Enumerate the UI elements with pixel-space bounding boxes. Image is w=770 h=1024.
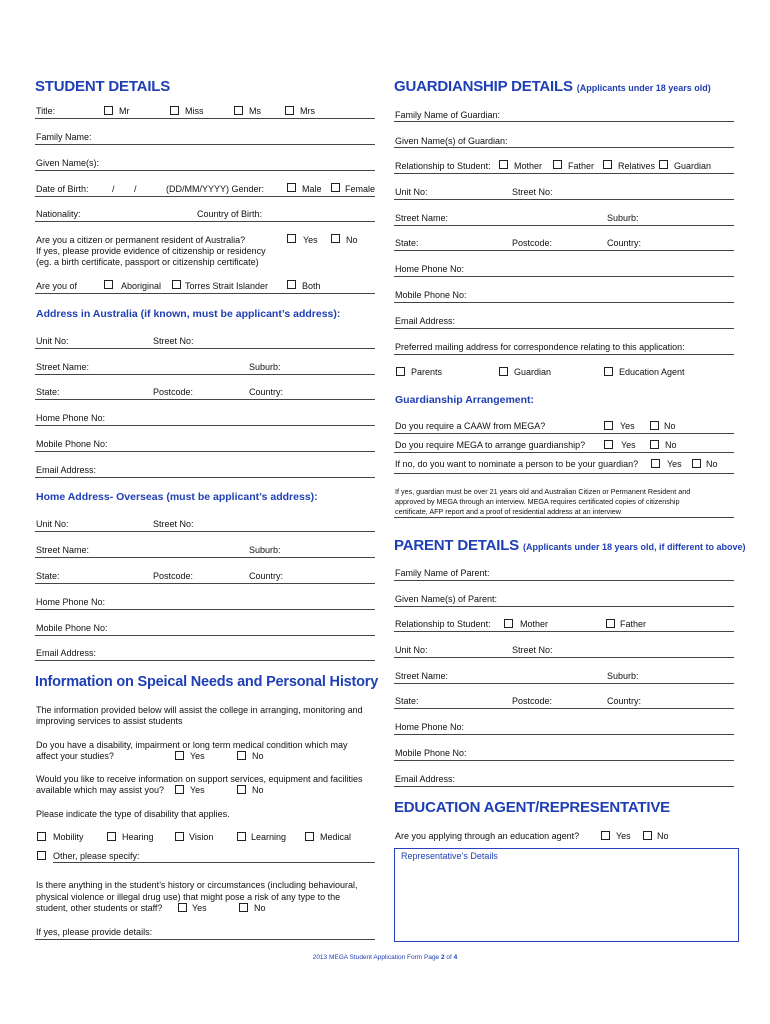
guardian-postcode-label: Postcode: xyxy=(512,238,553,248)
agent-yes-checkbox[interactable] xyxy=(601,831,610,840)
mailing-parents-checkbox[interactable] xyxy=(396,367,405,376)
title-mrs-checkbox[interactable] xyxy=(285,106,294,115)
parent-home-phone-label: Home Phone No: xyxy=(395,722,465,732)
parent-street-no-label: Street No: xyxy=(512,645,553,655)
guardian-unit-label: Unit No: xyxy=(395,187,428,197)
guardian-note-underline xyxy=(394,517,734,518)
os-state-field[interactable] xyxy=(35,583,375,584)
disability-no-label: No xyxy=(252,751,264,761)
history-yes-label: Yes xyxy=(192,903,207,913)
parent-family-name-field[interactable] xyxy=(394,580,734,581)
parent-heading-note: (Applicants under 18 years old, if different to above) xyxy=(522,542,746,552)
parent-street-field[interactable] xyxy=(394,683,734,684)
gender-male-label: Male xyxy=(302,184,322,194)
guardian-relationship-underline xyxy=(394,173,734,174)
os-home-phone-field[interactable] xyxy=(35,609,375,610)
agent-yes-label: Yes xyxy=(616,831,631,841)
mailing-agent-checkbox[interactable] xyxy=(604,367,613,376)
footer-text: 2013 MEGA Student Application Form Page xyxy=(312,954,440,961)
guardian-email-label: Email Address: xyxy=(395,316,456,326)
guardian-rel-father-label: Father xyxy=(568,161,595,171)
caaw-underline xyxy=(394,433,734,434)
origin-tsi-checkbox[interactable] xyxy=(172,280,181,289)
parent-family-name-label: Family Name of Parent: xyxy=(395,568,490,578)
citizen-yes-checkbox[interactable] xyxy=(287,234,296,243)
representative-details-box[interactable] xyxy=(394,848,739,942)
arrange-no-label: No xyxy=(665,440,677,450)
parent-mobile-label: Mobile Phone No: xyxy=(395,748,467,758)
citizen-note-2: (eg. a birth certificate, passport or citizenship certificate) xyxy=(36,257,259,267)
guardian-note-3: certificate, AFP report and a proof of residential address at an interview xyxy=(395,507,621,516)
os-home-phone-label: Home Phone No: xyxy=(36,597,106,607)
guardianship-heading xyxy=(394,78,711,95)
origin-both-checkbox[interactable] xyxy=(287,280,296,289)
type-other-checkbox[interactable] xyxy=(37,851,46,860)
history-no-checkbox[interactable] xyxy=(239,903,248,912)
au-home-phone-label: Home Phone No: xyxy=(36,413,106,423)
guardian-email-field[interactable] xyxy=(394,328,734,329)
disability-no-checkbox[interactable] xyxy=(237,751,246,760)
au-unit-field[interactable] xyxy=(35,348,375,349)
type-medical-checkbox[interactable] xyxy=(305,832,314,841)
country-of-birth-label: Country of Birth: xyxy=(197,209,263,219)
guardian-state-field[interactable] xyxy=(394,250,734,251)
parent-rel-mother-label: Mother xyxy=(520,619,549,629)
address-os-heading: Home Address- Overseas (must be applicant’s address): xyxy=(36,491,318,503)
title-mr-checkbox[interactable] xyxy=(104,106,113,115)
history-yes-checkbox[interactable] xyxy=(178,903,187,912)
support-yes-checkbox[interactable] xyxy=(175,785,184,794)
type-hearing-checkbox[interactable] xyxy=(107,832,116,841)
guardian-given-names-field[interactable] xyxy=(394,147,734,148)
type-other-label: Other, please specify: xyxy=(53,851,140,861)
parent-given-names-field[interactable] xyxy=(394,606,734,607)
gender-male-checkbox[interactable] xyxy=(287,183,296,192)
caaw-yes-checkbox[interactable] xyxy=(604,421,613,430)
mailing-agent-label: Education Agent xyxy=(619,367,685,377)
address-au-heading: Address in Australia (if known, must be applicant’s address): xyxy=(36,308,341,320)
type-hearing-label: Hearing xyxy=(122,832,154,842)
disability-type-question: Please indicate the type of disability that applies. xyxy=(36,809,230,819)
parent-unit-field[interactable] xyxy=(394,657,734,658)
guardianship-heading-text: GUARDIANSHIP DETAILS xyxy=(394,78,573,95)
nationality-field[interactable] xyxy=(35,221,375,222)
os-street-no-label: Street No: xyxy=(153,519,194,529)
arrange-guardianship-question: Do you require MEGA to arrange guardianship? xyxy=(395,440,586,450)
student-details-heading: STUDENT DETAILS xyxy=(35,78,171,95)
type-mobility-label: Mobility xyxy=(53,832,84,842)
title-ms-checkbox[interactable] xyxy=(234,106,243,115)
caaw-no-checkbox[interactable] xyxy=(650,421,659,430)
guardian-rel-guardian-checkbox[interactable] xyxy=(659,160,668,169)
gender-female-label: Female xyxy=(345,184,376,194)
guardian-suburb-label: Suburb: xyxy=(607,213,639,223)
guardian-street-field[interactable] xyxy=(394,225,734,226)
caaw-yes-label: Yes xyxy=(620,421,635,431)
parent-state-field[interactable] xyxy=(394,708,734,709)
guardian-rel-relatives-checkbox[interactable] xyxy=(603,160,612,169)
page-footer xyxy=(0,954,770,961)
parent-home-phone-field[interactable] xyxy=(394,734,734,735)
guardian-unit-field[interactable] xyxy=(394,199,734,200)
os-state-label: State: xyxy=(36,571,60,581)
caaw-no-label: No xyxy=(664,421,676,431)
au-street-field[interactable] xyxy=(35,374,375,375)
parent-mobile-field[interactable] xyxy=(394,760,734,761)
nominate-no-label: No xyxy=(706,459,718,469)
guardian-note-2: approved by MEGA through an interview. MEGA requires certificated copies of citizenship xyxy=(395,497,680,506)
disability-yes-label: Yes xyxy=(190,751,205,761)
au-suburb-label: Suburb: xyxy=(249,362,281,372)
type-vision-label: Vision xyxy=(189,832,214,842)
au-mobile-label: Mobile Phone No: xyxy=(36,439,108,449)
guardian-given-names-label: Given Name(s) of Guardian: xyxy=(395,136,508,146)
education-agent-heading: EDUCATION AGENT/REPRESENTATIVE xyxy=(394,799,670,816)
citizen-no-checkbox[interactable] xyxy=(331,234,340,243)
os-country-label: Country: xyxy=(249,571,284,581)
parent-rel-father-checkbox[interactable] xyxy=(606,619,615,628)
guardianship-heading-note: (Applicants under 18 years old) xyxy=(576,83,711,93)
type-vision-checkbox[interactable] xyxy=(175,832,184,841)
dob-label: Date of Birth: xyxy=(36,184,89,194)
history-no-label: No xyxy=(254,903,266,913)
history-question: Is there anything in the student’s history or circumstances (including behavioural, xyxy=(36,880,358,890)
mailing-preference-label: Preferred mailing address for correspondence relating to this application: xyxy=(395,342,685,352)
support-no-checkbox[interactable] xyxy=(237,785,246,794)
nominate-underline xyxy=(394,473,734,474)
dob-separator: / xyxy=(112,184,115,194)
footer-page-number: 2 xyxy=(440,954,445,961)
os-mobile-field[interactable] xyxy=(35,635,375,636)
given-names-field[interactable] xyxy=(35,170,375,171)
nominate-yes-label: Yes xyxy=(667,459,682,469)
guardian-rel-relatives-label: Relatives xyxy=(618,161,656,171)
os-street-field[interactable] xyxy=(35,557,375,558)
title-mr-label: Mr xyxy=(119,106,130,116)
au-unit-label: Unit No: xyxy=(36,336,69,346)
au-postcode-label: Postcode: xyxy=(153,387,194,397)
history-question-2: physical violence or illegal drug use) that might pose a risk of any type to the xyxy=(36,892,341,902)
parent-unit-label: Unit No: xyxy=(395,645,428,655)
type-other-field[interactable] xyxy=(53,862,375,863)
guardian-home-phone-label: Home Phone No: xyxy=(395,264,465,274)
mailing-parents-label: Parents xyxy=(411,367,443,377)
origin-aboriginal-checkbox[interactable] xyxy=(104,280,113,289)
mailing-preference-underline xyxy=(394,354,734,355)
type-medical-label: Medical xyxy=(320,832,352,842)
arrange-underline xyxy=(394,452,734,453)
guardian-street-no-label: Street No: xyxy=(512,187,553,197)
special-needs-heading: Information on Speical Needs and Personal History xyxy=(35,674,379,690)
parent-postcode-label: Postcode: xyxy=(512,696,553,706)
guardian-state-label: State: xyxy=(395,238,419,248)
given-names-label: Given Name(s): xyxy=(36,158,100,168)
parent-relationship-label: Relationship to Student: xyxy=(395,619,491,629)
parent-heading-text: PARENT DETAILS xyxy=(394,537,519,554)
type-learning-label: Learning xyxy=(251,832,287,842)
au-state-label: State: xyxy=(36,387,60,397)
mailing-guardian-checkbox[interactable] xyxy=(499,367,508,376)
os-email-field[interactable] xyxy=(35,660,375,661)
au-street-no-label: Street No: xyxy=(153,336,194,346)
title-miss-label: Miss xyxy=(185,106,204,116)
guardian-note: If yes, guardian must be over 21 years old and Australian Citizen or Permanent Resident and xyxy=(395,487,691,496)
au-street-name-label: Street Name: xyxy=(36,362,90,372)
guardian-family-name-label: Family Name of Guardian: xyxy=(395,110,501,120)
au-email-field[interactable] xyxy=(35,477,375,478)
parent-details-heading xyxy=(394,537,746,554)
agent-no-label: No xyxy=(657,831,669,841)
origin-both-label: Both xyxy=(302,281,321,291)
agent-question: Are you applying through an education agent? xyxy=(395,831,580,841)
guardian-family-name-field[interactable] xyxy=(394,121,734,122)
guardian-rel-father-checkbox[interactable] xyxy=(553,160,562,169)
citizen-no-label: No xyxy=(346,235,358,245)
os-suburb-label: Suburb: xyxy=(249,545,281,555)
family-name-field[interactable] xyxy=(35,144,375,145)
guardian-rel-mother-label: Mother xyxy=(514,161,543,171)
support-no-label: No xyxy=(252,785,264,795)
au-email-label: Email Address: xyxy=(36,465,97,475)
title-mrs-label: Mrs xyxy=(300,106,315,116)
nominate-question: If no, do you want to nominate a person to be your guardian? xyxy=(395,459,639,469)
guardian-street-name-label: Street Name: xyxy=(395,213,449,223)
disability-question: Do you have a disability, impairment or long term medical condition which may xyxy=(36,740,348,750)
special-intro: The information provided below will assist the college in arranging, monitoring and xyxy=(36,705,363,715)
dob-field[interactable] xyxy=(35,196,375,197)
type-learning-checkbox[interactable] xyxy=(237,832,246,841)
guardian-home-phone-field[interactable] xyxy=(394,276,734,277)
title-underline xyxy=(35,118,375,119)
guardian-mobile-label: Mobile Phone No: xyxy=(395,290,467,300)
title-ms-label: Ms xyxy=(249,106,261,116)
support-question: Would you like to receive information on support services, equipment and facilities xyxy=(36,774,363,784)
parent-suburb-label: Suburb: xyxy=(607,671,639,681)
history-details-label: If yes, please provide details: xyxy=(36,927,153,937)
history-details-field[interactable] xyxy=(35,939,375,940)
agent-no-checkbox[interactable] xyxy=(643,831,652,840)
parent-email-field[interactable] xyxy=(394,786,734,787)
parent-given-names-label: Given Name(s) of Parent: xyxy=(395,594,498,604)
citizen-note: If yes, please provide evidence of citizenship or residency xyxy=(36,246,266,256)
guardian-mobile-field[interactable] xyxy=(394,302,734,303)
guardianship-arrangement-heading: Guardianship Arrangement: xyxy=(395,394,535,406)
guardian-rel-guardian-label: Guardian xyxy=(674,161,712,171)
parent-state-label: State: xyxy=(395,696,419,706)
citizen-question: Are you a citizen or permanent resident of Australia? xyxy=(36,235,246,245)
arrange-yes-label: Yes xyxy=(621,440,636,450)
support-question-2: available which may assist you? xyxy=(36,785,165,795)
origin-tsi-label: Torres Strait Islander xyxy=(185,281,269,291)
title-label: Title: xyxy=(36,106,56,116)
origin-label: Are you of xyxy=(36,281,78,291)
guardian-country-label: Country: xyxy=(607,238,642,248)
citizen-yes-label: Yes xyxy=(303,235,318,245)
dob-format-gender-label: (DD/MM/YYYY) Gender: xyxy=(166,184,265,194)
disability-yes-checkbox[interactable] xyxy=(175,751,184,760)
footer-of: of xyxy=(446,954,452,961)
os-postcode-label: Postcode: xyxy=(153,571,194,581)
arrange-yes-checkbox[interactable] xyxy=(604,440,613,449)
type-mobility-checkbox[interactable] xyxy=(37,832,46,841)
representative-details-label: Representative’s Details xyxy=(401,851,498,861)
parent-rel-father-label: Father xyxy=(620,619,647,629)
arrange-no-checkbox[interactable] xyxy=(650,440,659,449)
parent-rel-mother-checkbox[interactable] xyxy=(504,619,513,628)
parent-street-name-label: Street Name: xyxy=(395,671,449,681)
title-miss-checkbox[interactable] xyxy=(170,106,179,115)
disability-question-2: affect your studies? xyxy=(36,751,114,761)
os-mobile-label: Mobile Phone No: xyxy=(36,623,108,633)
parent-relationship-underline xyxy=(394,631,734,632)
os-unit-field[interactable] xyxy=(35,531,375,532)
origin-underline xyxy=(35,293,375,294)
support-yes-label: Yes xyxy=(190,785,205,795)
caaw-question: Do you require a CAAW from MEGA? xyxy=(395,421,546,431)
gender-female-checkbox[interactable] xyxy=(331,183,340,192)
parent-country-label: Country: xyxy=(607,696,642,706)
au-country-label: Country: xyxy=(249,387,284,397)
os-email-label: Email Address: xyxy=(36,648,97,658)
guardian-rel-mother-checkbox[interactable] xyxy=(499,160,508,169)
family-name-label: Family Name: xyxy=(36,132,92,142)
mailing-guardian-label: Guardian xyxy=(514,367,552,377)
parent-email-label: Email Address: xyxy=(395,774,456,784)
footer-page-total: 4 xyxy=(453,954,458,961)
au-home-phone-field[interactable] xyxy=(35,425,375,426)
os-unit-label: Unit No: xyxy=(36,519,69,529)
guardian-relationship-label: Relationship to Student: xyxy=(395,161,491,171)
nationality-label: Nationality: xyxy=(36,209,81,219)
nominate-yes-checkbox[interactable] xyxy=(651,459,660,468)
origin-aboriginal-label: Aboriginal xyxy=(121,281,162,291)
special-intro-2: improving services to assist students xyxy=(36,716,183,726)
au-state-field[interactable] xyxy=(35,399,375,400)
nominate-no-checkbox[interactable] xyxy=(692,459,701,468)
au-mobile-field[interactable] xyxy=(35,451,375,452)
dob-separator: / xyxy=(134,184,137,194)
os-street-name-label: Street Name: xyxy=(36,545,90,555)
history-question-3: student, other students or staff? xyxy=(36,903,163,913)
